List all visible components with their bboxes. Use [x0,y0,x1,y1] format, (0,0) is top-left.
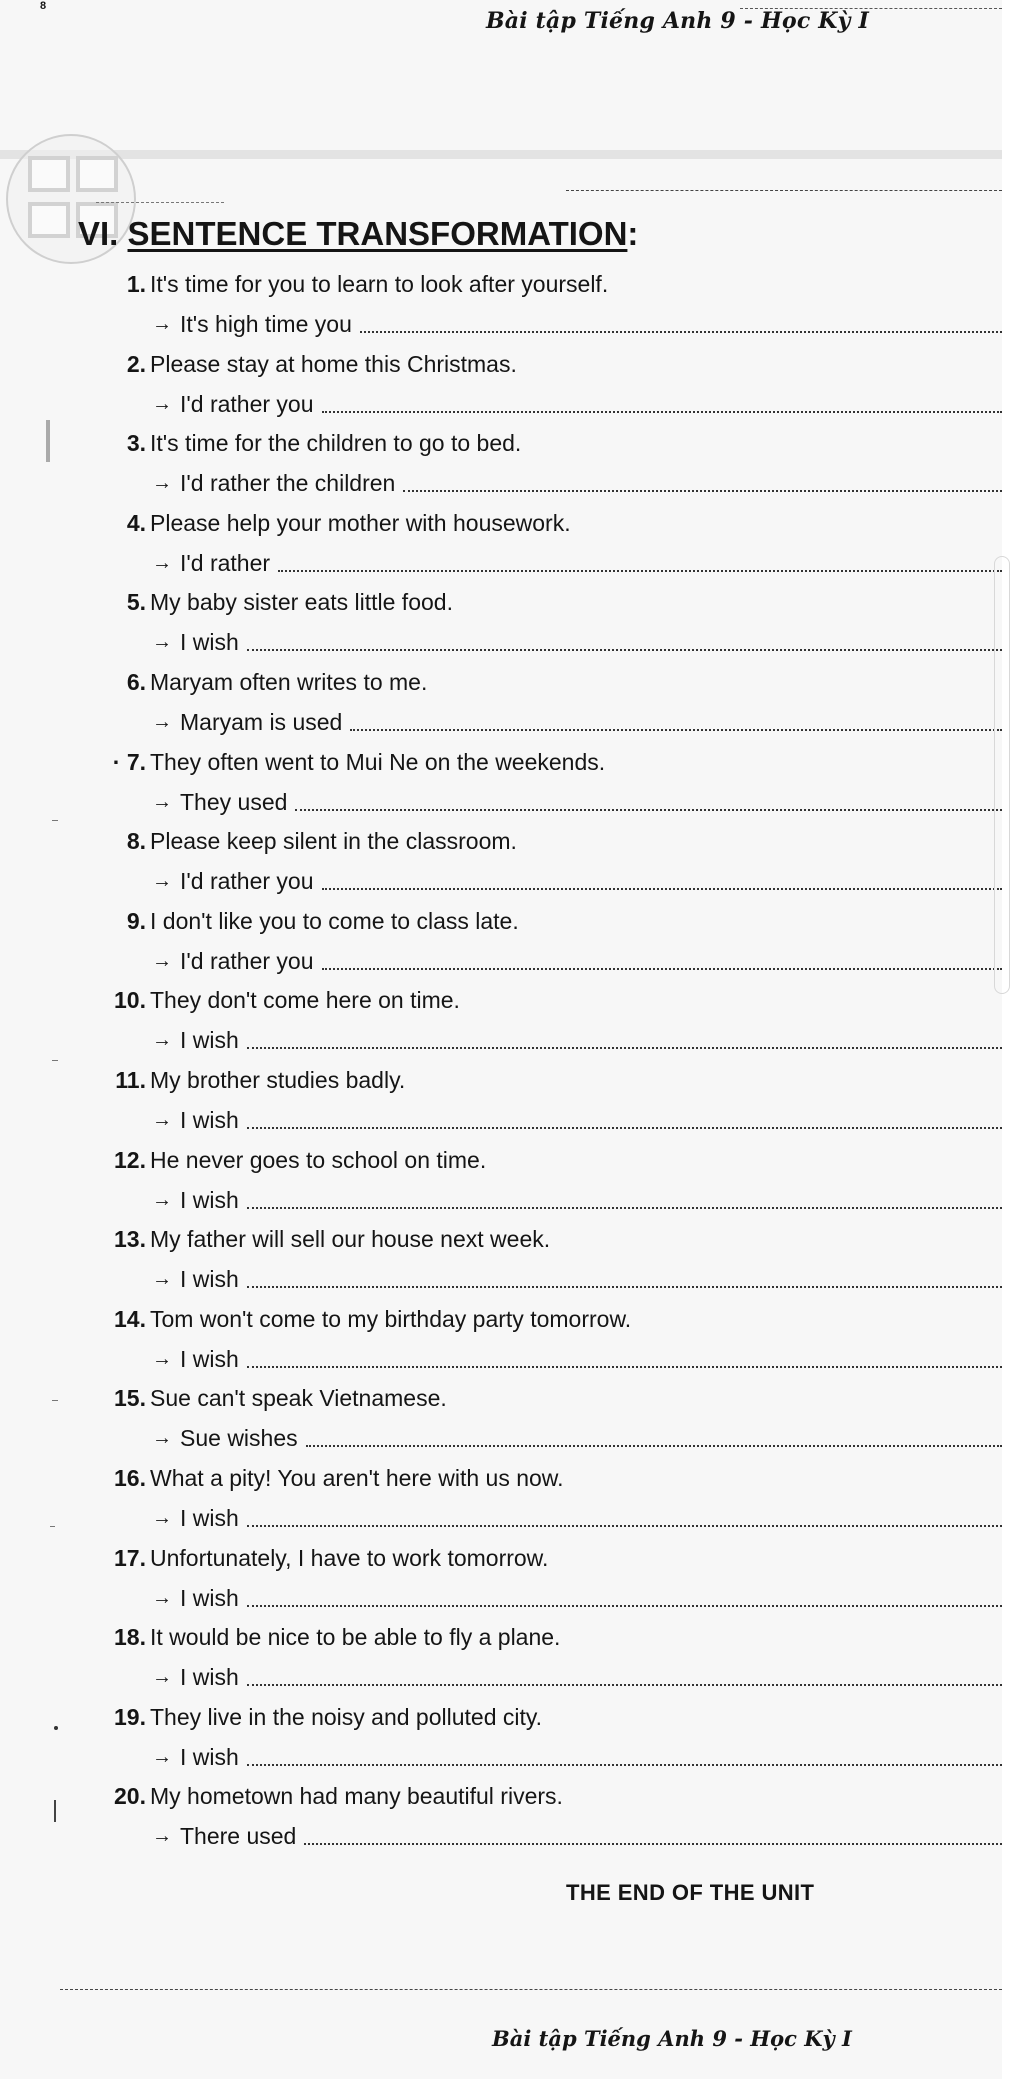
exercise-item [0,509,1002,589]
arrow-icon: → [152,949,172,972]
arrow-icon: → [152,472,172,495]
arrow-icon: → [152,551,172,574]
scan-mark [54,1800,56,1822]
arrow-icon: → [152,1586,172,1609]
arrow-icon: → [152,870,172,893]
answer-line[interactable] [152,1106,1002,1134]
answer-line[interactable] [152,788,1002,816]
footer-divider [60,1989,1002,1990]
exercise-item [0,986,1002,1066]
answer-blank[interactable] [247,1524,1002,1527]
item-number: 10. [114,987,146,1014]
answer-line[interactable] [152,549,1002,577]
section-title-text: SENTENCE TRANSFORMATION [127,215,628,252]
exercise-item [0,270,1002,350]
item-question: Sue can't speak Vietnamese. [150,1385,447,1412]
item-number: 12. [114,1146,146,1173]
exercise-item [0,1146,1002,1226]
arrow-icon: → [152,1427,172,1450]
item-question: Please stay at home this Christmas. [150,350,517,377]
answer-line[interactable] [152,469,1002,497]
answer-line[interactable] [152,1424,1002,1452]
arrow-icon: → [152,1666,172,1689]
exercise-item [0,1066,1002,1146]
answer-prompt: I wish [180,1186,239,1213]
answer-prompt: I wish [180,1664,239,1691]
answer-line[interactable] [152,1186,1002,1214]
answer-prompt: I wish [180,1584,239,1611]
item-number: 20. [114,1783,146,1810]
exercise-item [0,827,1002,907]
answer-line[interactable] [152,1822,1002,1850]
answer-blank[interactable] [295,808,1002,811]
item-question: I don't like you to come to class late. [150,907,519,934]
answer-blank[interactable] [322,410,1002,413]
answer-line[interactable] [152,867,1002,895]
answer-blank[interactable] [247,1046,1002,1049]
item-question: Please help your mother with housework. [150,509,571,536]
arrow-icon: → [152,1507,172,1529]
answer-line[interactable] [152,1026,1002,1054]
page-header: Bài tập Tiếng Anh 9 - Học Kỳ I [486,8,869,34]
answer-line[interactable] [152,708,1002,736]
item-number: 2. [126,350,146,377]
item-question: My hometown had many beautiful rivers. [150,1783,563,1810]
item-question: They don't come here on time. [150,987,460,1014]
page-footer: Bài tập Tiếng Anh 9 - Học Kỳ I [492,2026,852,2051]
answer-line[interactable] [152,310,1002,338]
item-number: 3. [126,430,146,457]
answer-blank[interactable] [247,1126,1002,1129]
item-question: Please keep silent in the classroom. [150,828,517,855]
item-number: 11. [115,1067,146,1093]
item-number: 13. [114,1226,146,1253]
answer-prompt: I'd rather you [180,947,314,974]
item-number: 1. [126,271,146,297]
answer-line[interactable] [152,1584,1002,1612]
answer-blank[interactable] [247,1604,1002,1607]
answer-line[interactable] [152,1504,1002,1532]
answer-prompt: Maryam is used [180,709,343,735]
answer-blank[interactable] [350,728,1002,731]
exercise-item [0,1782,1002,1862]
page-number: 8 [40,0,47,12]
answer-prompt: I wish [180,1027,239,1054]
answer-prompt: I'd rather you [180,868,314,895]
answer-prompt: I wish [180,1505,239,1531]
exercise-item [0,588,1002,668]
answer-blank[interactable] [247,1763,1002,1766]
answer-blank[interactable] [247,1285,1002,1288]
scan-mark [52,1060,58,1061]
exercise-item [0,1384,1002,1464]
item-question: My baby sister eats little food. [150,589,453,616]
answer-line[interactable] [152,947,1002,975]
item-number: 14. [114,1305,146,1332]
answer-prompt: It's high time you [180,311,352,337]
item-number: 9. [126,907,146,934]
answer-prompt: I wish [180,1266,239,1293]
exercise-item [0,350,1002,430]
section-numeral: VI. [78,215,119,252]
answer-blank[interactable] [247,1683,1002,1686]
section-title [78,215,638,253]
answer-blank[interactable] [403,489,1002,492]
exercise-item [0,1623,1002,1703]
answer-blank[interactable] [247,648,1002,651]
arrow-icon: → [152,1029,172,1052]
answer-line[interactable] [152,1743,1002,1771]
item-number: 6. [126,669,146,695]
title-divider-left [96,202,224,203]
item-question: They live in the noisy and polluted city. [150,1703,543,1730]
answer-blank[interactable] [247,1206,1002,1209]
arrow-icon: → [152,1745,172,1768]
item-question: Maryam often writes to me. [150,669,428,695]
arrow-icon: → [152,711,172,733]
exercise-item [0,668,1002,748]
item-question: My father will sell our house next week. [150,1226,551,1253]
answer-blank[interactable] [360,330,1002,333]
answer-prompt: I'd rather you [180,390,314,417]
arrow-icon: → [152,313,172,335]
exercise-item [0,1305,1002,1385]
arrow-icon: → [152,1347,172,1370]
item-question: They often went to Mui Ne on the weekends. [150,748,606,775]
scan-mark [54,1726,58,1730]
answer-prompt: I wish [180,1345,239,1372]
item-number: 18. [114,1624,146,1651]
exercise-item [0,1544,1002,1624]
answer-blank[interactable] [304,1842,1002,1845]
item-question: It would be nice to be able to fly a plane. [150,1624,561,1651]
title-divider-right [566,190,1002,191]
answer-prompt: Sue wishes [180,1425,298,1452]
answer-blank[interactable] [306,1444,1002,1447]
section-title-colon: : [627,215,639,252]
item-number: 16. [114,1465,146,1491]
arrow-icon: → [152,1188,172,1211]
answer-blank[interactable] [322,887,1002,890]
exercise-item [0,1225,1002,1305]
scan-mark [46,420,50,462]
exercise-item [0,429,1002,509]
answer-line[interactable] [152,628,1002,656]
item-number: 17. [114,1544,146,1571]
arrow-icon: → [152,1825,172,1848]
answer-prompt: There used [180,1823,297,1850]
answer-prompt: They used [180,788,288,815]
item-question: What a pity! You aren't here with us now. [150,1465,564,1491]
scan-mark [52,820,58,821]
item-question: Unfortunately, I have to work tomorrow. [150,1544,549,1571]
scan-mark [50,1526,55,1527]
answer-blank[interactable] [247,1365,1002,1368]
answer-line[interactable] [152,1265,1002,1293]
answer-line[interactable] [152,1345,1002,1373]
scrollbar-track[interactable] [994,556,1010,994]
answer-prompt: I'd rather the children [180,470,396,497]
exercise-item [0,1703,1002,1783]
item-question: Tom won't come to my birthday party tomorrow. [150,1305,632,1332]
answer-prompt: I wish [180,1743,239,1770]
item-number: 8. [126,828,146,855]
answer-line[interactable] [152,390,1002,418]
page-edge [1002,0,1024,2079]
answer-prompt: I wish [180,1107,239,1133]
end-of-unit: THE END OF THE UNIT [566,1880,815,1905]
arrow-icon: → [152,790,172,813]
item-question: It's time for the children to go to bed. [150,430,522,457]
item-number: 5. [126,589,146,616]
item-number: 4. [126,509,146,536]
exercise-item [0,1464,1002,1544]
arrow-icon: → [152,1109,172,1131]
answer-blank[interactable] [278,569,1002,572]
exercise-item [0,907,1002,987]
answer-prompt: I wish [180,629,239,656]
item-number: 19. [114,1703,146,1730]
answer-line[interactable] [152,1663,1002,1691]
item-question: It's time for you to learn to look after yourself. [150,271,609,297]
item-question: My brother studies badly. [150,1067,406,1093]
arrow-icon: → [152,1268,172,1291]
scan-mark [52,1400,58,1401]
answer-prompt: I'd rather [180,549,271,576]
arrow-icon: → [152,392,172,415]
item-number: 15. [114,1385,146,1412]
answer-blank[interactable] [322,967,1002,970]
item-number: · 7. [112,748,146,775]
scan-band [0,150,1002,159]
exercise-item [0,748,1002,828]
arrow-icon: → [152,631,172,654]
item-question: He never goes to school on time. [150,1146,487,1173]
